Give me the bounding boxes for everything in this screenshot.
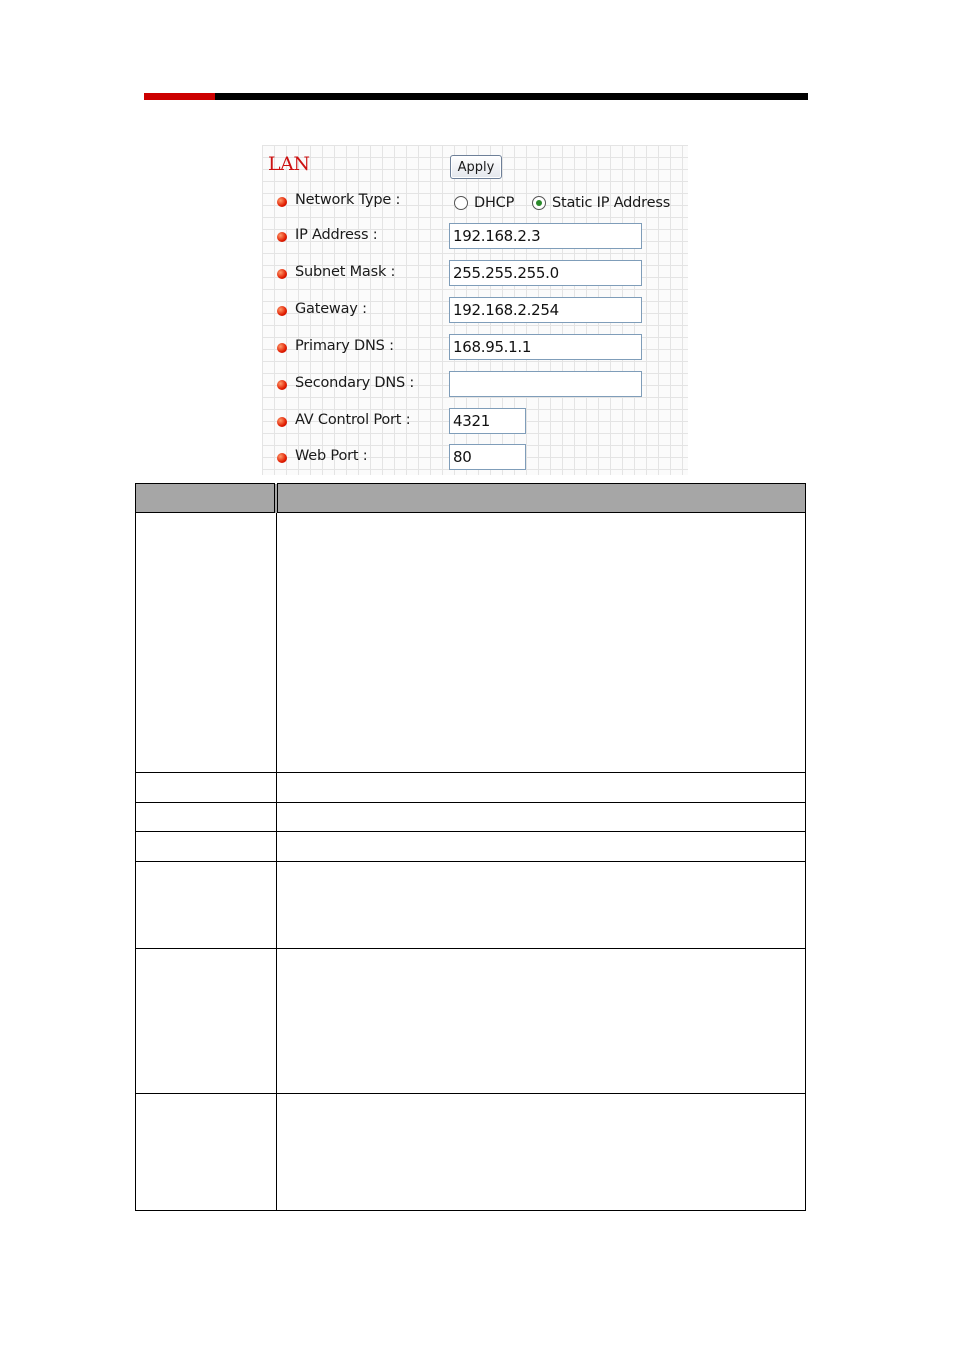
table-row <box>136 803 806 832</box>
table-cell <box>276 1094 806 1211</box>
bullet-icon <box>277 197 287 207</box>
secondary-dns-row <box>262 371 688 399</box>
av-control-port-label: AV Control Port : <box>295 412 411 428</box>
web-port-input[interactable]: 80 <box>449 444 526 470</box>
bullet-icon <box>277 232 287 242</box>
table-cell <box>136 862 277 949</box>
av-control-port-input[interactable]: 4321 <box>449 408 526 434</box>
table-cell <box>276 513 806 773</box>
bullet-icon <box>277 453 287 463</box>
static-ip-radio-label[interactable]: Static IP Address <box>552 195 671 211</box>
table-cell <box>276 862 806 949</box>
apply-button[interactable]: Apply <box>450 155 502 179</box>
static-ip-radio[interactable] <box>532 196 546 210</box>
table-cell <box>276 803 806 832</box>
ip-address-row <box>262 223 688 251</box>
table-cell <box>136 832 277 862</box>
table-cell <box>136 513 277 773</box>
bullet-icon <box>277 417 287 427</box>
table-header-row <box>136 484 806 513</box>
gateway-label: Gateway : <box>295 301 367 317</box>
ip-address-label: IP Address : <box>295 227 378 243</box>
gateway-input[interactable]: 192.168.2.254 <box>449 297 642 323</box>
table-cell <box>136 1094 277 1211</box>
table-row <box>136 949 806 1094</box>
header-bar <box>144 93 808 100</box>
av-control-port-row <box>262 408 688 436</box>
secondary-dns-label: Secondary DNS : <box>295 375 415 391</box>
table-row <box>136 773 806 803</box>
table-cell <box>276 949 806 1094</box>
primary-dns-label: Primary DNS : <box>295 338 394 354</box>
table-cell <box>276 773 806 803</box>
dhcp-radio[interactable] <box>454 196 468 210</box>
primary-dns-row <box>262 334 688 362</box>
secondary-dns-input[interactable] <box>449 371 642 397</box>
table-cell <box>276 832 806 862</box>
table-row <box>136 832 806 862</box>
table-row <box>136 513 806 773</box>
lan-settings-panel <box>262 145 688 475</box>
network-type-row <box>262 190 688 218</box>
subnet-mask-input[interactable]: 255.255.255.0 <box>449 260 642 286</box>
table-header-cell <box>276 484 806 513</box>
subnet-mask-label: Subnet Mask : <box>295 264 396 280</box>
bullet-icon <box>277 306 287 316</box>
gateway-row <box>262 297 688 325</box>
table-cell <box>136 803 277 832</box>
table-cell <box>136 949 277 1094</box>
header-accent <box>144 93 215 100</box>
panel-title: LAN <box>268 153 310 175</box>
table-row <box>136 1094 806 1211</box>
web-port-label: Web Port : <box>295 448 368 464</box>
table-row <box>136 862 806 949</box>
description-table <box>135 483 806 1211</box>
table-cell <box>136 773 277 803</box>
web-port-row <box>262 444 688 472</box>
primary-dns-input[interactable]: 168.95.1.1 <box>449 334 642 360</box>
network-type-label: Network Type : <box>295 192 401 208</box>
bullet-icon <box>277 380 287 390</box>
ip-address-input[interactable]: 192.168.2.3 <box>449 223 642 249</box>
bullet-icon <box>277 343 287 353</box>
table-header-cell <box>136 484 277 513</box>
bullet-icon <box>277 269 287 279</box>
dhcp-radio-label[interactable]: DHCP <box>474 195 515 211</box>
subnet-mask-row <box>262 260 688 288</box>
